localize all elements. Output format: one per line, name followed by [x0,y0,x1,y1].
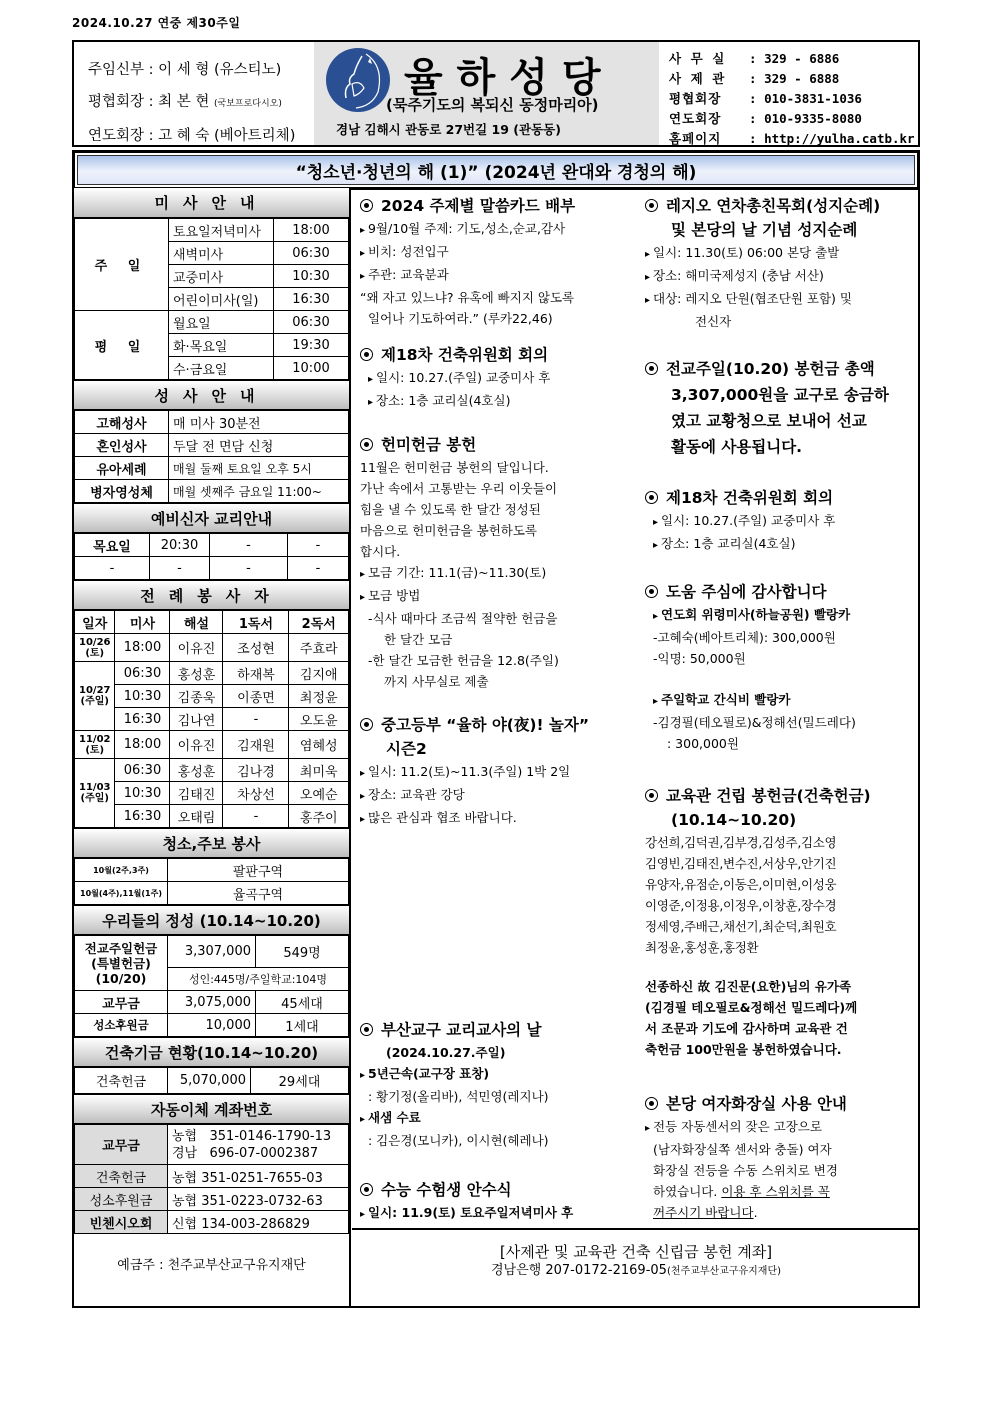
mission-offering-label: 전교주일헌금 (특별헌금) (10/20) [75,936,168,991]
building-fund-title: 건축기금 현황(10.14~10.20) [74,1037,349,1067]
pastor-row: 주임신부 : 이 세 형 (유스티노) [88,62,282,78]
contact-yeondo: 연도회장 : 010-9335-8080 [669,111,862,126]
bullet-circle-icon [645,789,658,802]
council-president-row: 평협회장 : 최 본 현 (국보프로다시오) [88,94,282,110]
contact-council: 평협회장 : 010-3831-1036 [669,91,862,106]
bullet-circle-icon [360,718,373,731]
catechumen-table: 목요일 20:30 - - - - - - [74,533,349,580]
bullet-circle-icon [645,199,658,212]
clergy-info [74,42,314,145]
thanks-notice: 도움 주심에 감사합니다 ▸ 연도회 위령미사(하늘공원) 빨랑카 -고혜숙(베아트리체): 300,000원 -익명: 50,000원 ▸ 주일학교 간식비 빨랑카 -김경필(테오필로)&정해선(밀드레다) : 300,000원 [645,580,918,754]
liturgy-header-row: 일자 미사 해설 1독서 2독서 [75,611,349,634]
theme-banner [72,150,920,190]
church-name: 율하성당 [404,55,615,101]
sacraments-table: 고해성사 매 미사 30분전 혼인성사 두달 전 면담 신청 유아세례 매월 둘째 토요일 오후 5시 병자영성체 매월 셋째주 금요일 11:00~ [74,410,349,503]
theme-text: “청소년·청년의 해 (1)” (2024년 완대와 경청의 해) [77,155,915,185]
table-row: 10:30 김종욱 이종면 최정윤 [75,685,349,708]
mass-schedule-table: 주 일 토요일저녁미사 18:00 새벽미사 06:30 교중미사 10:30 어린이미사(일) 16:30 평 일 월요일 06:30 화·목요일 19:30 수·금요일 10:00 [74,218,349,380]
contact-homepage: 홈페이지 : http://yulha.catb.kr [669,129,918,149]
bullet-circle-icon [360,348,373,361]
homepage-link[interactable]: http://yulha.catb.kr [764,131,915,146]
bullet-circle-icon [360,1023,373,1036]
table-row: 10:30 김태진 차상선 오예순 [75,782,349,805]
mission-sunday-notice: 전교주일(10.20) 봉헌금 총액 3,307,000원을 교구로 송금하 였고 교황청으로 보내어 선교 활동에 사용됩니다. [645,356,918,460]
sunday-label: 주 일 [75,219,169,311]
rice-offering-notice: 헌미헌금 봉헌 11월은 헌미헌금 봉헌의 달입니다. 가난 속에서 고통받는 우리 이웃들이 힘을 낼 수 있도록 한 달간 정성된 마음으로 헌미헌금을 봉헌하도록 합시다. ▸ 모금 기간: 11.1(금)~11.30(토) ▸ 모금 방법 -식사 때마다 조금씩 절약한 헌금을 한 달간 모금 -한 달간 모금한 헌금을 12.8(주일) 까지 사무실로 제출 [360,433,635,692]
left-column [74,188,351,1306]
catechist-day-notice: 부산교구 교리교사의 날 (2024.10.27.주일) ▸ 5년근속(교구장 표창) : 황기정(올리바), 석민영(레지나) ▸ 새샘 수료 : 김은경(모니카), 이시현(헤레나) [360,1018,635,1151]
table-row: 10/26 (토) 18:00 이유진 조성현 주효라 [75,634,349,662]
contact-list [659,42,918,145]
church-logo-icon [326,48,390,112]
catechumen-title: 예비신자 교리안내 [74,503,349,533]
bullet-circle-icon [645,491,658,504]
church-address: 경남 김해시 관동로 27번길 19 (관동동) [336,122,561,137]
mass-schedule-title: 미사안내 [74,188,349,218]
table-row: 11/02 (토) 18:00 이유진 김재원 염혜성 [75,731,349,759]
cleaning-table: 10월(2주,3주) 팔판구역 10월(4주),11월(1주) 율곡구역 [74,858,349,905]
church-patron: (묵주기도의 복되신 동정마리아) [386,96,599,114]
building-meeting-notice-2: 제18차 건축위원회 회의 ▸ 일시: 10.27.(주일) 교중미사 후 ▸ 장소: 1층 교리실(4호실) [645,486,918,556]
table-row: 16:30 김나연 - 오도윤 [75,708,349,731]
bullet-circle-icon [645,1097,658,1110]
offerings-table: 전교주일헌금 (특별헌금) (10/20) 3,307,000 549명 성인:445명/주일학교:104명 교무금 3,075,000 45세대 성소후원금 10,000 1세대 [74,935,349,1037]
church-title-block [314,42,659,145]
bulletin-header [72,40,920,147]
youth-event-notice: 중고등부 “율하 야(夜)! 놀자” 시즌2 ▸ 일시: 11.2(토)~11.3(주일) 1박 2일 ▸ 장소: 교육관 강당 ▸ 많은 관심과 협조 바랍니다. [360,713,635,830]
contact-office: 사 무 실 : 329 - 6886 [669,51,840,66]
table-row: 11/03 (주일) 06:30 홍성훈 김나경 최미욱 [75,759,349,782]
bullet-circle-icon [360,438,373,451]
middle-column [352,188,637,1228]
word-card-notice: 2024 주제별 말씀카드 배부 ▸ 9월/10월 주제: 기도,성소,순교,감사 ▸ 비치: 성전입구 ▸ 주관: 교육분과 “왜 자고 있느냐? 유혹에 빠지지 않도록 일어나 기도하여라.” (루카22,46) [360,194,635,329]
restroom-notice: 본당 여자화장실 사용 안내 ▸ 전등 자동센서의 잦은 고장으로 (남자화장실쪽 센서와 충돌) 여자 화장실 전등을 수동 스위치로 변경 하였습니다. 이용 후 스위치를 꼭 꺼주시기 바랍니다. [645,1092,918,1223]
building-fund-table: 건축헌금 5,070,000 29세대 [74,1067,349,1094]
liturgy-title: 전례봉사자 [74,580,349,610]
building-meeting-notice: 제18차 건축위원회 회의 ▸ 일시: 10.27.(주일) 교중미사 후 ▸ 장소: 1층 교리실(4호실) [360,343,635,413]
bullet-circle-icon [645,585,658,598]
table-row: 16:30 오태림 - 홍주이 [75,805,349,828]
offerings-title: 우리들의 정성 (10.14~10.20) [74,905,349,935]
bullet-circle-icon [360,1183,373,1196]
exam-blessing-notice: 수능 수험생 안수식 ▸ 일시: 11.9(토) 토요주일저녁미사 후 [360,1178,635,1225]
yeondo-president-row: 연도회장 : 고 혜 숙 (베아트리체) [88,128,296,144]
bullet-circle-icon [645,362,658,375]
table-row: 10/27 (주일) 06:30 홍성훈 하재복 김지애 [75,662,349,685]
sacraments-title: 성사안내 [74,380,349,410]
auto-transfer-table: 교무금 농협 351-0146-1790-13 경남 696-07-0002387 건축헌금 농협 351-0251-7655-03 성소후원금 농협 351-0223-0732-63 빈첸시오회 신협 134-003-286829 [74,1124,349,1234]
bulletin-body [72,188,920,1308]
account-holder: 예금주 : 천주교부산교구유지재단 [117,1258,306,1273]
legio-notice: 레지오 연차총친목회(성지순례) 및 본당의 날 기념 성지순례 ▸ 일시: 11.30(토) 06:00 본당 출발 ▸ 장소: 해미국제성지 (충남 서산) ▸ 대상: 레지오 단원(협조단원 포함) 및 전신자 [645,194,918,332]
donation-account-box: [사제관 및 교육관 건축 신립금 봉헌 계좌] 경남은행 207-0172-2169-05(천주교부산교구유지재단) [352,1228,920,1306]
cleaning-title: 청소,주보 봉사 [74,828,349,858]
contact-rectory: 사 제 관 : 329 - 6888 [669,71,840,86]
bullet-circle-icon [360,199,373,212]
liturgy-table [74,610,349,828]
auto-transfer-title: 자동이체 계좌번호 [74,1094,349,1124]
right-column [637,188,920,1228]
weekday-label: 평 일 [75,311,169,380]
bulletin-date: 2024.10.27 연중 제30주일 [72,16,241,30]
edu-building-notice: 교육관 건립 봉헌금(건축헌금) (10.14~10.20) 강선희,김덕권,김부경,김성주,김소영 김영빈,김태진,변수진,서상우,안기진 유양자,유점순,이동은,이미현,이성웅 이영준,이정용,이정우,이창훈,장수경 정세영,주배근,채선기,최순덕,최원호 최정윤,홍성훈,홍정환 선종하신 故 김진문(요한)님의 유가족 (김경필 테오필로&정해선 밀드레다)께 서 조문과 기도에 감사하며 교육관 건 축헌금 100만원을 봉헌하였습니다. [645,787,871,1057]
